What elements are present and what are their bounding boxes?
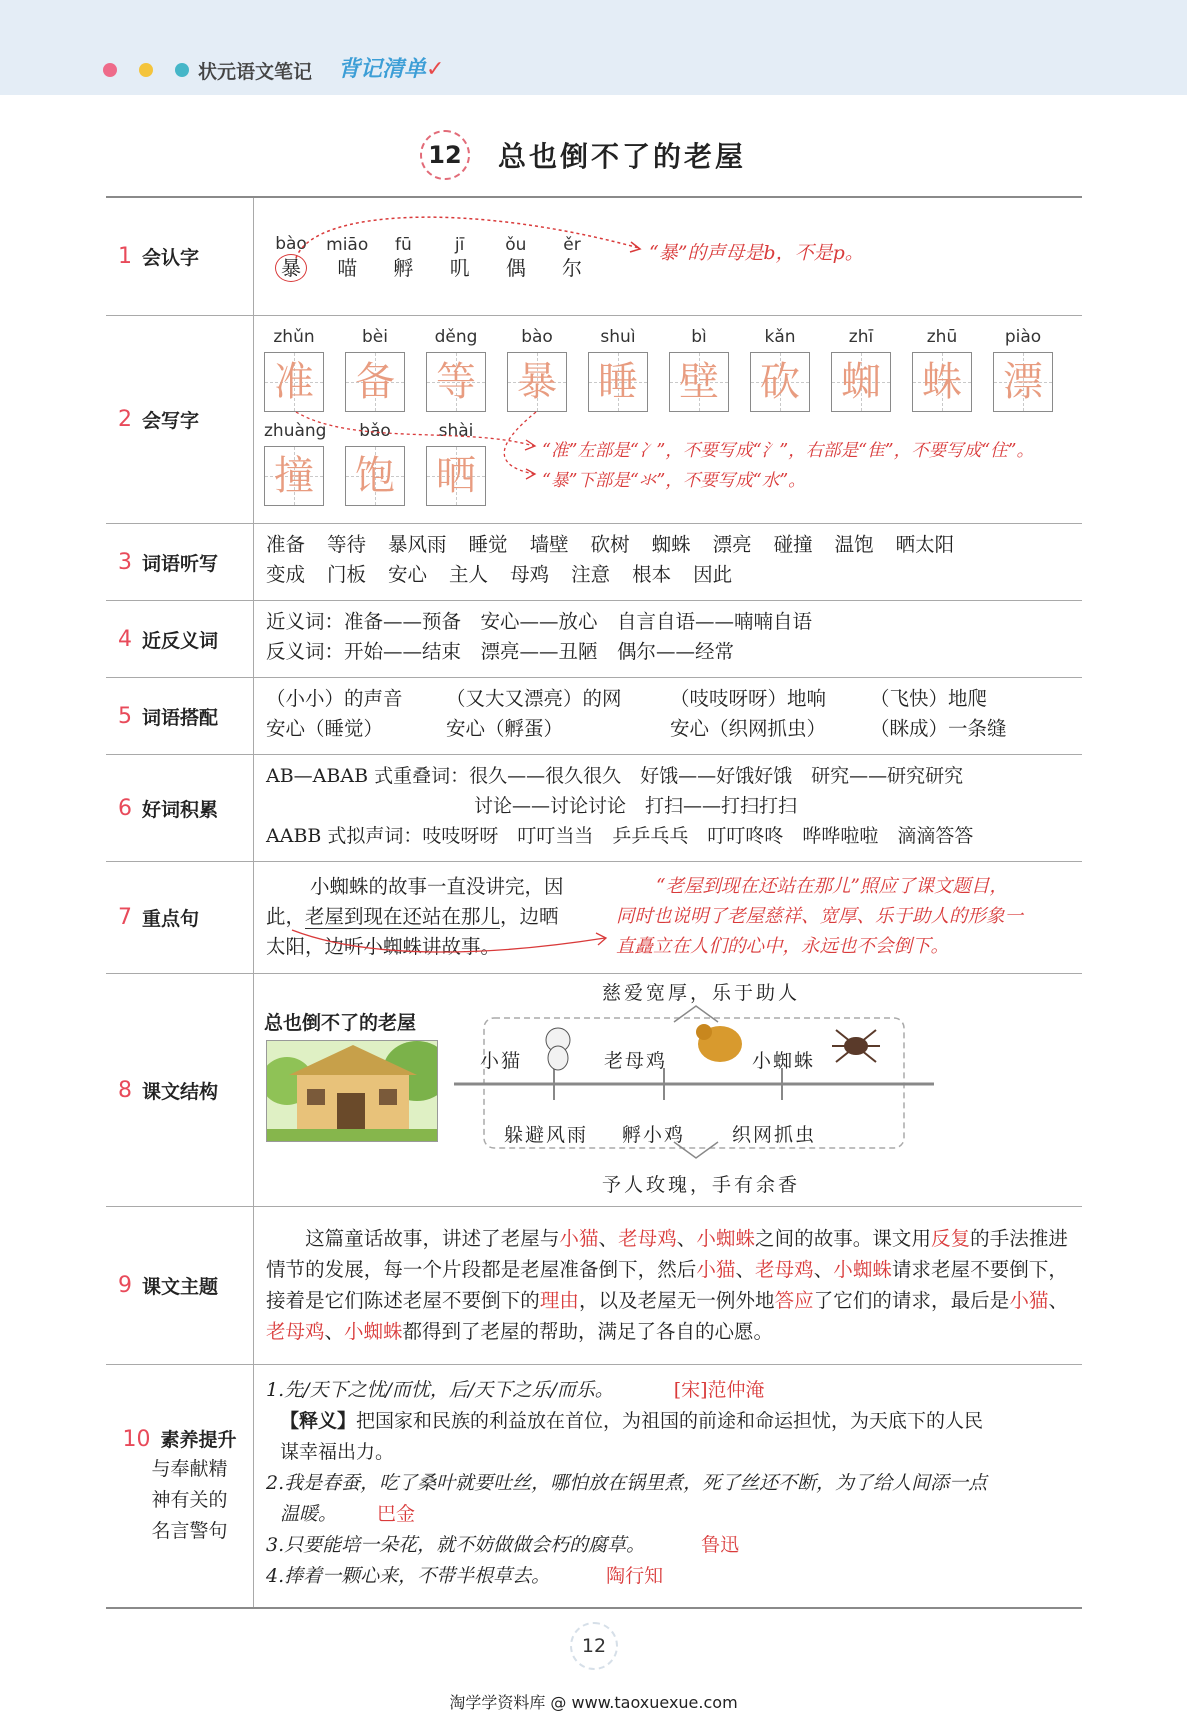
theme-text: 、 (1048, 1289, 1068, 1312)
hanzi: 晒 (436, 453, 476, 499)
tianzige (750, 352, 810, 412)
theme-highlight: 老母鸡 (755, 1258, 814, 1281)
word: 准备 (266, 533, 306, 556)
pinyin: zhī (848, 327, 874, 347)
section-label-main (122, 1425, 236, 1452)
section-number: 4 (118, 626, 132, 652)
section-label (106, 755, 254, 861)
tag-title (338, 52, 444, 83)
pinyin: miāo (326, 235, 369, 255)
pinyin: zhū (926, 327, 958, 347)
write-note-1: “准”左部是“冫”，不要写成“氵”，右部是“隹”，不要写成“住”。 (542, 441, 1034, 461)
hanzi: 叽 (449, 256, 470, 280)
theme-text: 、 (598, 1227, 619, 1250)
quote-text: 3.只要能培一朵花，就不妨做做会朽的腐草。 (266, 1534, 646, 1556)
tianzige (993, 352, 1053, 412)
pinyin: zhuàng (264, 421, 327, 441)
word: 睡觉 (468, 533, 508, 556)
section-content (254, 601, 1082, 677)
quote-2-end (266, 1499, 1072, 1530)
write-char (669, 326, 729, 412)
word: 砍树 (590, 533, 630, 556)
dictation-line-1 (266, 530, 1072, 560)
tianzige (345, 352, 405, 412)
section-content (254, 974, 1082, 1206)
hanzi-circled: 暴 (275, 254, 307, 282)
section-content (254, 524, 1082, 600)
section-synonyms (106, 601, 1082, 678)
quote-1 (266, 1375, 1072, 1406)
pinyin: fū (395, 235, 412, 255)
tianzige (426, 352, 486, 412)
structure-event: 躲避风雨 (504, 1124, 589, 1146)
word: 因此 (693, 563, 733, 586)
collocation: 安心（睡觉） (266, 717, 384, 740)
quote-3 (266, 1530, 1072, 1561)
key-note-line: “老屋到现在还站在那儿”照应了课文题目， (656, 876, 1008, 897)
section-label (106, 524, 254, 600)
section-label-text: 好词积累 (142, 798, 219, 821)
section-label-text: 会写字 (142, 410, 200, 432)
dot-teal (175, 63, 189, 77)
hanzi: 准 (274, 359, 314, 405)
section-good-words (106, 755, 1082, 862)
key-sentence-line: 小蜘蛛的故事一直没讲完，因 (310, 875, 564, 898)
section-content (254, 1207, 1082, 1364)
pinyin: bào (521, 327, 553, 347)
structure-title: 总也倒不了的老屋 (264, 1012, 417, 1034)
section-content (254, 1365, 1082, 1607)
check-icon: ✓ (426, 57, 445, 82)
hanzi: 备 (355, 359, 395, 405)
hanzi: 漂 (1003, 359, 1043, 405)
word: 晒太阳 (895, 533, 955, 556)
synonym-line: 近义词：准备——预备 安心——放心 自言自语——喃喃自语 (266, 610, 813, 633)
theme-text: 、 (735, 1258, 756, 1281)
write-char (912, 326, 972, 412)
theme-text: 、 (813, 1258, 834, 1281)
abab-line: AB—ABAB 式重叠词：很久——很久很久 好饿——好饿好饿 研究——研究研究 (266, 765, 964, 787)
quote-author: [宋]范仲淹 (673, 1379, 765, 1401)
section-label-text: 课文主题 (142, 1276, 219, 1298)
write-char (831, 326, 891, 412)
section-key-sentence (106, 862, 1082, 974)
key-note-line: 直矗立在人们的心中，永远也不会倒下。 (616, 936, 950, 957)
tianzige (831, 352, 891, 412)
word: 主人 (449, 563, 489, 586)
tianzige (588, 352, 648, 412)
pinyin: zhǔn (273, 327, 315, 347)
section-quotes (106, 1365, 1082, 1609)
house-icon (267, 1041, 438, 1142)
section-number: 6 (118, 795, 132, 821)
spider-icon (832, 1030, 880, 1062)
section-theme (106, 1207, 1082, 1365)
hen-icon (696, 1024, 742, 1062)
quote-explanation (266, 1406, 1072, 1437)
theme-highlight: 老母鸡 (266, 1320, 325, 1343)
hanzi: 蛛 (922, 359, 962, 405)
theme-highlight: 老母鸡 (618, 1227, 677, 1250)
header-band (0, 0, 1187, 95)
hanzi: 孵 (393, 256, 414, 280)
structure-character: 小蜘蛛 (752, 1050, 816, 1072)
theme-text: 的手法推进情节的发展，每一个片段都是老屋准备倒下，然后 (266, 1227, 1068, 1281)
sublabel-line: 名言警句 (151, 1520, 228, 1542)
word: 等待 (327, 533, 367, 556)
theme-highlight: 反复 (931, 1227, 971, 1250)
write-char (750, 326, 810, 412)
pinyin: bèi (362, 327, 388, 347)
section-number: 7 (118, 905, 132, 930)
hanzi: 暴 (517, 359, 557, 405)
pinyin: jī (454, 235, 465, 255)
text-part: ，边晒 (500, 905, 559, 928)
quote-text: 2.我是春蚕，吃了桑叶就要吐丝，哪怕放在锅里煮，死了丝还不断，为了给人间添一点 (266, 1472, 988, 1494)
theme-text: ，以及老屋无一例外地 (578, 1289, 775, 1312)
cat-icon (546, 1028, 570, 1070)
word: 碰撞 (773, 533, 813, 556)
theme-highlight: 小蜘蛛 (344, 1320, 403, 1343)
word: 安心 (388, 563, 428, 586)
explanation-text: 把国家和民族的利益放在首位，为祖国的前途和命运担忧，为天底下的人民 (356, 1410, 984, 1432)
section-content (254, 316, 1082, 523)
section-label-text: 词语搭配 (142, 706, 219, 729)
aabb-line: AABB 式拟声词：吱吱呀呀 叮叮当当 乒乒乓乓 叮叮咚咚 哗哗啦啦 滴滴答答 (266, 825, 974, 847)
notes-table (106, 196, 1082, 1609)
tianzige (507, 352, 567, 412)
theme-highlight: 小猫 (559, 1227, 599, 1250)
section-dictation (106, 524, 1082, 601)
write-char (588, 326, 648, 412)
section-structure (106, 974, 1082, 1207)
word: 蜘蛛 (651, 533, 691, 556)
pinyin: děng (434, 327, 478, 347)
tianzige (264, 352, 324, 412)
section-label (106, 198, 254, 315)
write-char (426, 326, 486, 412)
pinyin: piào (1004, 327, 1042, 347)
lesson-heading (420, 130, 746, 180)
word: 根本 (632, 563, 672, 586)
word: 母鸡 (510, 563, 550, 586)
word: 漂亮 (712, 533, 752, 556)
section-label (106, 601, 254, 677)
collocation: （吱吱呀呀）地响 (670, 687, 827, 710)
hanzi: 喵 (337, 256, 358, 280)
old-house-illustration (266, 1040, 438, 1142)
quote-author: 陶行知 (606, 1565, 664, 1587)
hanzi: 饱 (355, 453, 395, 499)
pinyin: kǎn (764, 327, 796, 347)
theme-highlight: 小猫 (696, 1258, 736, 1281)
collocation: 安心（织网抓虫） (670, 717, 827, 740)
section-number: 8 (118, 1077, 132, 1103)
pinyin: bì (691, 327, 707, 347)
theme-text: 都得到了老屋的帮助，满足了各自的心愿。 (402, 1320, 774, 1343)
section-label (106, 678, 254, 754)
section-number: 9 (118, 1273, 132, 1298)
section-content (254, 198, 1082, 315)
section-collocations (106, 678, 1082, 755)
structure-character: 老母鸡 (604, 1050, 668, 1072)
lesson-number: 12 (420, 130, 470, 180)
quote-text: 4.捧着一颗心来，不带半根草去。 (266, 1565, 551, 1587)
collocation: 安心（孵蛋） (446, 717, 564, 740)
section-label (106, 1207, 254, 1364)
section-label-text: 会认字 (142, 247, 200, 269)
recognize-note: “暴”的声母是b，不是p。 (649, 242, 864, 264)
hanzi: 偶 (505, 256, 526, 280)
structure-event: 织网抓虫 (732, 1124, 817, 1146)
collocation: （眯成）一条缝 (870, 717, 1007, 740)
section-recognize (106, 198, 1082, 316)
section-label (106, 974, 254, 1206)
theme-highlight: 小猫 (1009, 1289, 1049, 1312)
write-row-1 (264, 326, 1082, 412)
tianzige (669, 352, 729, 412)
page-number: 12 (570, 1622, 618, 1670)
word: 变成 (266, 563, 306, 586)
dot-pink (103, 63, 117, 77)
word: 暴风雨 (388, 533, 447, 556)
section-label (106, 316, 254, 523)
footer-site: 淘学学资料库 @ www.taoxuexue.com (449, 1693, 738, 1712)
header-dots (103, 63, 189, 77)
collocation: （又大又漂亮）的网 (446, 687, 622, 710)
theme-text: 请求老屋不要倒下，接着是它们陈述老屋不要倒下的 (266, 1258, 1068, 1312)
theme-text: 这篇童话故事，讲述了老屋与 (266, 1227, 560, 1250)
underlined-phrase: 老屋到现在还站在那儿 (305, 905, 501, 928)
word: 墙壁 (529, 533, 569, 556)
pinyin: shuì (600, 327, 636, 347)
key-sentence-line: 太阳，边听小蜘蛛讲故事。 (266, 935, 501, 958)
section-content (254, 678, 1082, 754)
hanzi: 尔 (562, 256, 583, 280)
write-char (264, 326, 324, 412)
section-label-text: 素养提升 (160, 1429, 237, 1451)
section-number: 2 (118, 407, 132, 432)
write-note-2: “暴”下部是“氺”，不要写成“水”。 (542, 471, 806, 491)
section-number: 10 (122, 1427, 151, 1452)
dictation-line-2 (266, 560, 1072, 590)
tag-text: 背记清单 (338, 57, 427, 82)
section-label (106, 862, 254, 973)
section-label-text: 近反义词 (142, 629, 219, 652)
hanzi: 等 (436, 359, 476, 405)
sublabel-line: 与奉献精 (151, 1458, 228, 1480)
quote-text: 1.先/天下之忧/而忧，后/天下之乐/而乐。 (266, 1379, 614, 1401)
tianzige (912, 352, 972, 412)
write-char (507, 326, 567, 412)
explanation-text: 谋幸福出力。 (280, 1441, 395, 1463)
text-part: 此， (266, 905, 306, 928)
quote-text: 温暖。 (280, 1503, 338, 1525)
theme-highlight: 小蜘蛛 (833, 1258, 892, 1281)
hanzi: 蜘 (841, 359, 881, 405)
sublabel-line: 神有关的 (151, 1489, 228, 1511)
write-char (345, 326, 405, 412)
quote-author: 鲁迅 (701, 1534, 740, 1556)
theme-highlight: 答应 (774, 1289, 814, 1312)
section-number: 5 (118, 703, 132, 729)
antonym-line: 反义词：开始——结束 漂亮——丑陋 偶尔——经常 (266, 640, 735, 663)
section-sublabel (131, 1454, 227, 1547)
section-number: 3 (118, 549, 132, 575)
arrow-curve (294, 208, 644, 268)
word: 温饱 (834, 533, 874, 556)
theme-highlight: 小蜘蛛 (696, 1227, 756, 1250)
section-label-text: 词语听写 (142, 552, 219, 575)
hanzi: 睡 (598, 359, 638, 405)
write-char (993, 326, 1053, 412)
collocation-grid (266, 684, 1072, 744)
structure-diagram (444, 1002, 1084, 1182)
pinyin: bào (275, 234, 307, 254)
collocation: （小小）的声音 (266, 687, 403, 710)
theme-text: 、 (324, 1320, 345, 1343)
collocation: （飞快）地爬 (870, 687, 988, 710)
brand-title: 状元语文笔记 (198, 61, 313, 83)
hanzi: 壁 (679, 359, 719, 405)
section-write (106, 316, 1082, 524)
section-content (254, 755, 1082, 861)
theme-text: 之间的故事。课文用 (755, 1227, 932, 1250)
pinyin: shài (438, 421, 474, 441)
pinyin: ěr (563, 235, 581, 255)
theme-text: 、 (676, 1227, 697, 1250)
section-label (106, 1365, 254, 1607)
quote-4 (266, 1561, 1072, 1592)
word: 门板 (327, 563, 367, 586)
lesson-title: 总也倒不了的老屋 (498, 140, 747, 173)
arrow-curve (290, 920, 610, 960)
hanzi: 撞 (274, 453, 314, 499)
theme-highlight: 理由 (539, 1289, 579, 1312)
section-number: 1 (118, 244, 132, 269)
structure-top-label: 慈爱宽厚，乐于助人 (602, 982, 801, 1004)
section-label-text: 重点句 (142, 908, 200, 930)
explanation-label: 【释义】 (280, 1410, 357, 1432)
section-label-text: 课文结构 (142, 1080, 219, 1103)
hanzi: 砍 (760, 359, 800, 405)
structure-character: 小猫 (480, 1050, 523, 1072)
section-content (254, 862, 1082, 973)
quote-author: 巴金 (377, 1503, 416, 1525)
key-note-line: 同时也说明了老屋慈祥、宽厚、乐于助人的形象一 (616, 906, 1024, 927)
dot-yellow (139, 63, 153, 77)
abab-line-2: 讨论——讨论讨论 打扫——打扫打扫 (474, 795, 798, 817)
structure-bottom-label: 予人玫瑰，手有余香 (602, 1174, 801, 1196)
pinyin: ǒu (505, 235, 527, 255)
theme-text: 了它们的请求，最后是 (813, 1289, 1010, 1312)
pinyin: bǎo (359, 421, 391, 441)
word: 注意 (571, 563, 611, 586)
structure-event: 孵小鸡 (622, 1124, 686, 1146)
